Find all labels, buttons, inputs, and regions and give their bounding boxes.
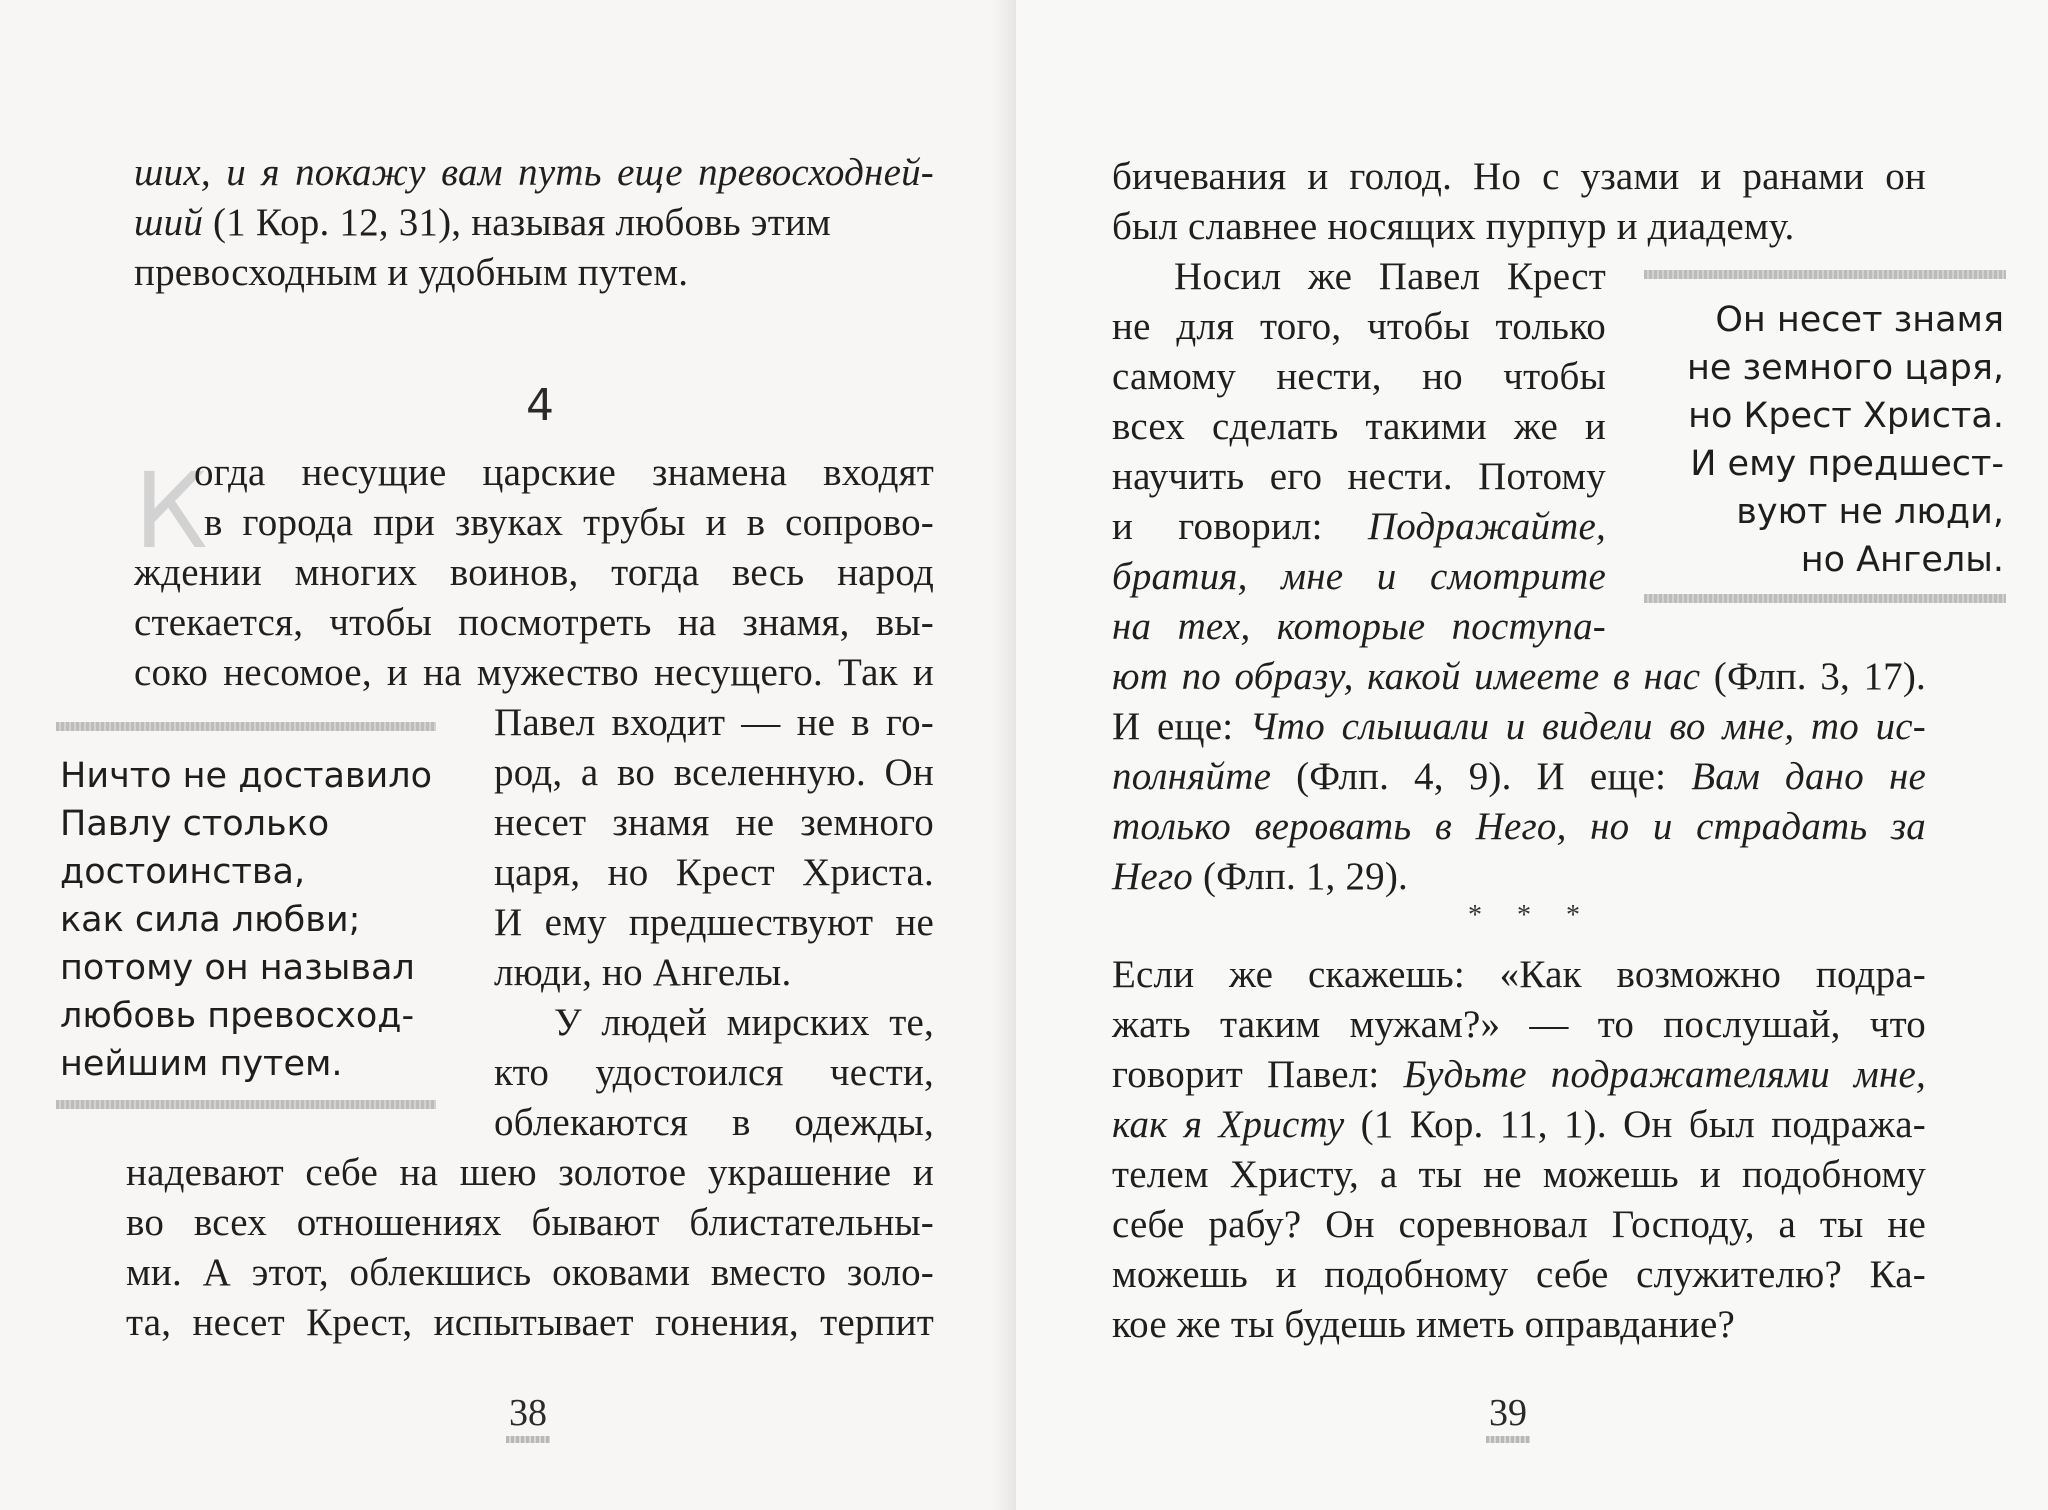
text-line: жать таким мужам?» — то послушай, что [1112, 1003, 1926, 1046]
text-line: самому нести, но чтобы [1112, 355, 1606, 398]
text-line: кто удостоился чести, [494, 1051, 934, 1094]
text-line: соко несомое, и на мужество несущего. Так и [134, 651, 934, 694]
pull-quote-line: потому он называл [60, 948, 415, 988]
drop-cap: К [134, 450, 208, 572]
text-line: Если же скажешь: «Как возможно подра- [1112, 953, 1926, 996]
chapter-number: 4 [526, 380, 554, 431]
text-line: царя, но Крест Христа. [494, 851, 934, 894]
text-line: ждении многих воинов, тогда весь народ [134, 551, 934, 594]
text-line: полняйте (Флп. 4, 9). И еще: Вам дано не [1112, 755, 1926, 798]
text-line: и говорил: Подражайте, [1112, 505, 1606, 548]
pull-quote [1644, 296, 2004, 584]
text-line: превосходным и удобным путем. [134, 251, 689, 294]
text-line: стекается, чтобы посмотреть на знамя, вы- [134, 601, 934, 644]
text-line: И ему предшествуют не [494, 901, 934, 944]
pull-quote-line: Ничто не доставило [60, 756, 433, 796]
pull-quote-line: как сила любви; [60, 900, 361, 940]
text-line: бичевания и голод. Но с узами и ранами он [1112, 155, 1926, 198]
text-line: несет знамя не земного [494, 801, 934, 844]
text-line: Носил же Павел Крест [1174, 255, 1606, 298]
pull-quote-line: но Крест Христа. [1688, 396, 2004, 436]
pull-quote-line: Павлу столько [60, 804, 330, 844]
text-line: Павел входит — не в го- [494, 701, 934, 744]
text-line: научить его нести. Потому [1112, 455, 1606, 498]
text-line: огда несущие царские знамена входят [194, 451, 934, 494]
text-line: братия, мне и смотрите [1112, 555, 1606, 598]
sidebar-rule-bottom [1644, 594, 2006, 603]
pull-quote-line: достоинства, [60, 852, 306, 892]
text-line: ших, и я покажу вам путь еще превосходней- [134, 151, 934, 194]
text-line: та, несет Крест, испытывает гонения, терпит [126, 1301, 934, 1344]
page-number-ornament [506, 1436, 550, 1443]
text-line: на тех, которые поступа- [1112, 605, 1606, 648]
sidebar-rule-top [1644, 270, 2006, 279]
page-number: 39 [1489, 1392, 1527, 1434]
text-line: говорит Павел: Будьте подражателями мне, [1112, 1053, 1927, 1096]
text-line: телем Христу, а ты не можешь и подобному [1112, 1153, 1926, 1196]
pull-quote-line: но Ангелы. [1800, 540, 2004, 580]
text-line: кое же ты будешь иметь оправдание? [1112, 1303, 1735, 1346]
section-separator: * * * [1468, 900, 1594, 931]
text-line: как я Христу (1 Кор. 11, 1). Он был подража- [1112, 1103, 1926, 1146]
text-line: только веровать в Него, но и страдать за [1112, 805, 1926, 848]
text-line: Него (Флп. 1, 29). [1112, 855, 1408, 898]
pull-quote [60, 752, 432, 1088]
sidebar-rule-bottom [56, 1100, 436, 1109]
text-line: себе рабу? Он соревновал Господу, а ты не [1112, 1203, 1926, 1246]
text-line: не для того, чтобы только [1112, 305, 1606, 348]
text-line: надевают себе на шею золотое украшение и [126, 1151, 934, 1194]
pull-quote-line: нейшим путем. [60, 1044, 343, 1084]
left-page [0, 0, 1016, 1510]
text-line: У людей мирских те, [554, 1001, 934, 1044]
text-line: род, а во вселенную. Он [494, 751, 934, 794]
text-line: люди, но Ангелы. [494, 951, 792, 994]
text-line: всех сделать такими же и [1112, 405, 1606, 448]
text-line: ют по образу, какой имеете в нас (Флп. 3, 17). [1112, 655, 1926, 698]
pull-quote-line: И ему предшест- [1690, 444, 2004, 484]
page-number-ornament [1486, 1436, 1530, 1443]
text-line: ми. А этот, облекшись оковами вместо золо- [126, 1251, 934, 1294]
pull-quote-line: вуют не люди, [1736, 492, 2004, 532]
pull-quote-line: любовь превосход- [60, 996, 415, 1036]
right-page [1016, 0, 2048, 1510]
text-line: был славнее носящих пурпур и диадему. [1112, 205, 1795, 248]
page-number: 38 [509, 1392, 547, 1434]
text-line: ший (1 Кор. 12, 31), называя любовь этим [134, 201, 831, 244]
text-line: И еще: Что слышали и видели во мне, то ис- [1112, 705, 1926, 748]
text-line: можешь и подобному себе служителю? Ка- [1112, 1253, 1926, 1296]
text-line: в города при звуках трубы и в сопрово- [204, 501, 934, 544]
text-line: облекаются в одежды, [494, 1101, 934, 1144]
pull-quote-line: Он несет знамя [1715, 300, 2004, 340]
pull-quote-line: не земного царя, [1687, 348, 2004, 388]
sidebar-rule-top [56, 722, 436, 731]
text-line: во всех отношениях бывают блистательны- [126, 1201, 934, 1244]
